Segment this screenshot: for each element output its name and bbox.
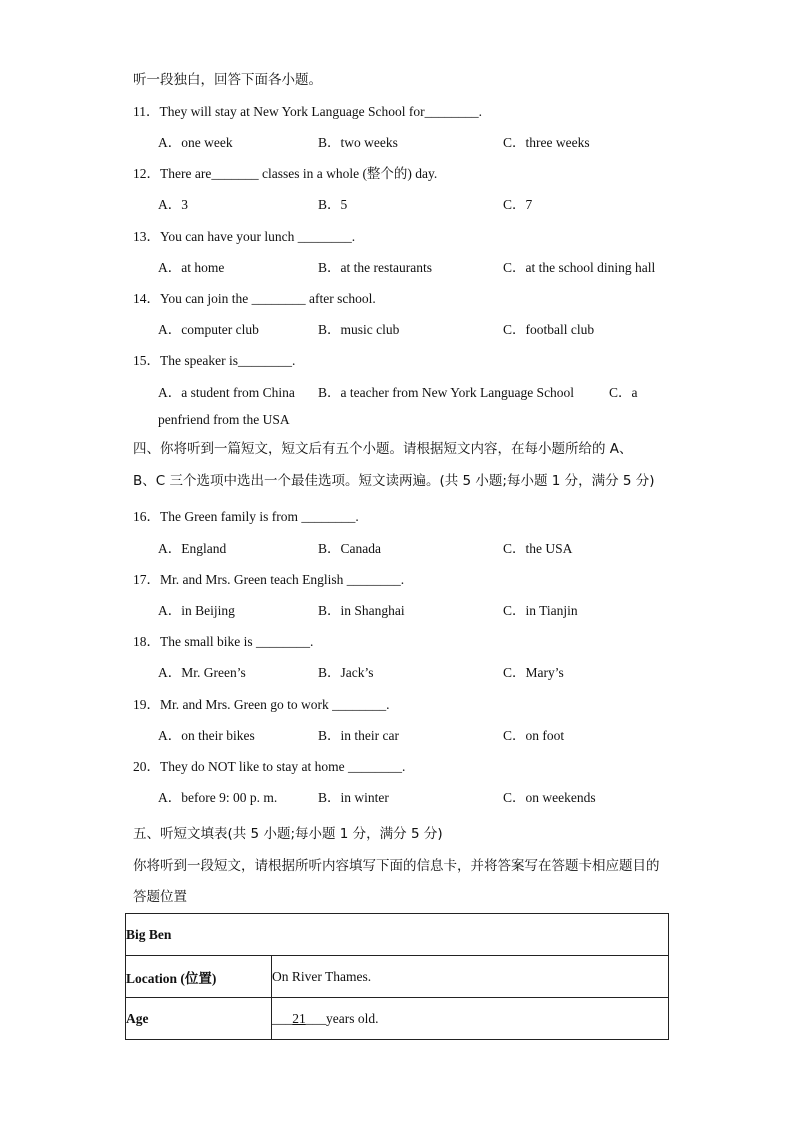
- question-11-option-c[interactable]: C．three weeks: [503, 135, 590, 150]
- question-16-stem: [133, 505, 359, 525]
- question-15-option-c-continued[interactable]: penfriend from the USA: [158, 412, 290, 427]
- question-11-blank: ________: [424, 104, 479, 119]
- question-14-option-b[interactable]: B．music club: [318, 322, 400, 337]
- question-15-option-c[interactable]: C．a: [609, 385, 638, 400]
- location-label: Location (位置): [126, 970, 217, 986]
- table-row: [126, 998, 669, 1040]
- question-15-stem: [133, 349, 295, 369]
- question-16-text: 16．The Green family is from: [133, 509, 302, 524]
- question-11-stem: [133, 100, 482, 120]
- question-12-option-a[interactable]: A．3: [158, 197, 188, 212]
- question-13-text: 13．You can have your lunch: [133, 229, 298, 244]
- question-14-end: after school.: [305, 291, 376, 306]
- question-14-stem: [133, 287, 376, 307]
- table-label-location: [126, 956, 272, 998]
- question-13-blank: ________: [297, 229, 352, 244]
- question-15-option-b[interactable]: B．a teacher from New York Language School: [318, 385, 575, 400]
- question-16-option-c[interactable]: C．the USA: [503, 541, 573, 556]
- section-4-instructions-line-1: 四、你将听到一篇短文，短文后有五个小题。请根据短文内容，在每小题所给的 A、: [133, 441, 633, 457]
- question-18-option-b[interactable]: B．Jack’s: [318, 665, 374, 680]
- question-13-option-b[interactable]: B．at the restaurants: [318, 260, 432, 275]
- question-13-stem: [133, 225, 355, 245]
- question-14-blank: ________: [251, 291, 306, 306]
- question-17-blank: ________: [346, 572, 401, 587]
- question-20-end: .: [401, 759, 406, 774]
- question-13-option-c[interactable]: C．at the school dining hall: [503, 260, 656, 275]
- question-20-option-c[interactable]: C．on weekends: [503, 790, 596, 805]
- question-15-text: 15．The speaker is: [133, 353, 238, 368]
- question-18-end: .: [309, 634, 314, 649]
- question-20-option-a[interactable]: A．before 9: 00 p. m.: [158, 790, 278, 805]
- question-15-end: .: [291, 353, 296, 368]
- question-14-text: 14．You can join the: [133, 291, 252, 306]
- age-answer-pre: ___: [272, 1010, 293, 1026]
- question-17-option-a[interactable]: A．in Beijing: [158, 603, 235, 618]
- question-12-option-c[interactable]: C．7: [503, 197, 533, 212]
- question-19-text: 19．Mr. and Mrs. Green go to work: [133, 697, 333, 712]
- question-17-option-c[interactable]: C．in Tianjin: [503, 603, 578, 618]
- table-row: [126, 956, 669, 998]
- question-18-blank: ________: [255, 634, 310, 649]
- question-12-stem: [133, 162, 437, 182]
- question-18-stem: [133, 630, 313, 650]
- question-11-option-b[interactable]: B．two weeks: [318, 135, 398, 150]
- question-19-end: .: [386, 697, 390, 712]
- section-5-instructions: 你将听到一段短文，请根据所听内容填写下面的信息卡，并将答案写在答题卡相应题目的答题位置: [133, 858, 660, 905]
- table-value-age: [272, 998, 669, 1040]
- question-17-stem: [133, 568, 404, 588]
- question-18-option-c[interactable]: C．Mary’s: [503, 665, 564, 680]
- question-17-end: .: [400, 572, 405, 587]
- question-20-text: 20．They do NOT like to stay at home: [133, 759, 348, 774]
- question-19-blank: ________: [332, 697, 387, 712]
- question-16-option-a[interactable]: A．England: [158, 541, 227, 556]
- question-17-text: 17．Mr. and Mrs. Green teach English: [133, 572, 347, 587]
- question-11-text: 11．They will stay at New York Language School for: [133, 104, 425, 119]
- question-11-option-a[interactable]: A．one week: [158, 135, 233, 150]
- age-answer-post: ___years old.: [305, 1010, 379, 1026]
- question-20-stem: [133, 755, 405, 775]
- question-12-blank: _______: [211, 166, 259, 181]
- question-15-option-a[interactable]: A．a student from China: [158, 385, 295, 400]
- question-13-end: .: [351, 229, 356, 244]
- section-4-instructions-line-2: B、C 三个选项中选出一个最佳选项。短文读两遍。(共 5 小题;每小题 1 分，满分 5 分): [133, 473, 655, 489]
- question-13-option-a[interactable]: A．at home: [158, 260, 225, 275]
- question-16-end: .: [355, 509, 359, 524]
- question-20-blank: ________: [347, 759, 402, 774]
- table-title-row: [126, 914, 669, 956]
- age-answer: 21: [292, 1010, 306, 1026]
- question-16-blank: ________: [301, 509, 356, 524]
- section-5-heading: 五、听短文填表(共 5 小题;每小题 1 分，满分 5 分): [133, 826, 443, 842]
- section-intro: 听一段独白，回答下面各小题。: [133, 72, 322, 88]
- question-19-option-a[interactable]: A．on their bikes: [158, 728, 255, 743]
- question-12-end: classes in a whole (整个的) day.: [258, 166, 438, 181]
- question-20-option-b[interactable]: B．in winter: [318, 790, 389, 805]
- question-12-text: 12．There are: [133, 166, 212, 181]
- question-19-option-c[interactable]: C．on foot: [503, 728, 565, 743]
- question-15-blank: ________: [237, 353, 292, 368]
- question-17-option-b[interactable]: B．in Shanghai: [318, 603, 405, 618]
- question-18-text: 18．The small bike is: [133, 634, 256, 649]
- table-title: Big Ben: [126, 914, 669, 956]
- table-value-location: On River Thames.: [272, 956, 669, 998]
- question-16-option-b[interactable]: B．Canada: [318, 541, 381, 556]
- question-18-option-a[interactable]: A．Mr. Green’s: [158, 665, 246, 680]
- question-19-option-b[interactable]: B．in their car: [318, 728, 399, 743]
- info-card-table: [125, 913, 669, 1040]
- question-12-option-b[interactable]: B．5: [318, 197, 348, 212]
- question-11-end: .: [478, 104, 482, 119]
- question-14-option-c[interactable]: C．football club: [503, 322, 595, 337]
- question-19-stem: [133, 693, 389, 713]
- table-label-age: Age: [126, 998, 272, 1040]
- question-14-option-a[interactable]: A．computer club: [158, 322, 259, 337]
